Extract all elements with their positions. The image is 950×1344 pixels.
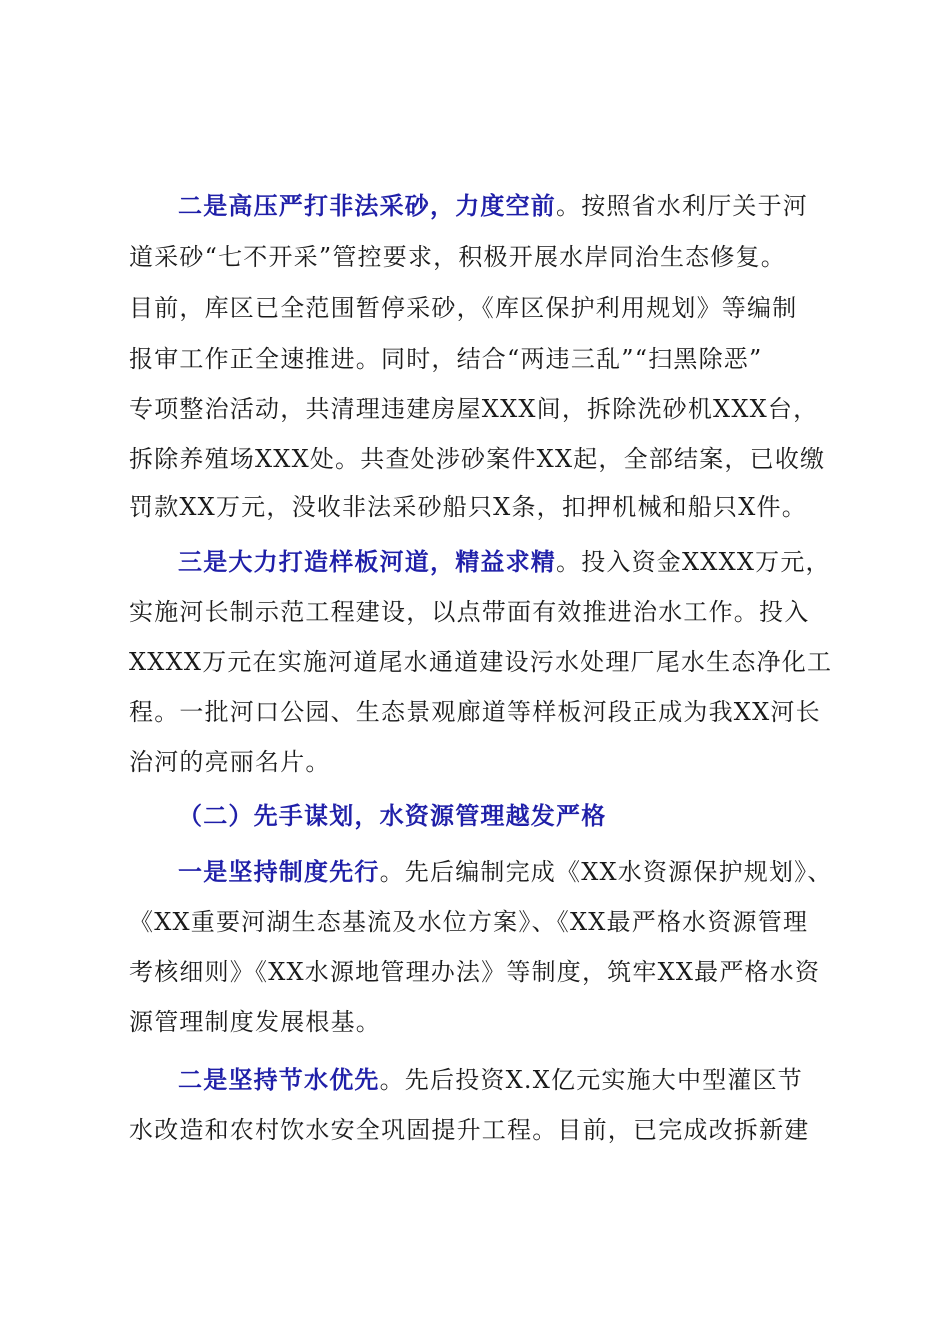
paragraph-1-line: 报审工作正全速推进。同时，结合“两违三乱”“扫黑除恶” — [129, 345, 763, 373]
paragraph-3-first-rest: 。先后编制完成《XX水资源保护规划》、 — [379, 858, 833, 886]
paragraph-1-first-line — [178, 189, 808, 223]
paragraph-1-lead: 二是高压严打非法采砂，力度空前 — [178, 191, 556, 220]
paragraph-2-line: 实施河长制示范工程建设，以点带面有效推进治水工作。投入 — [129, 598, 810, 626]
paragraph-2-line: 程。一批河口公园、生态景观廊道等样板河段正成为我XX河长 — [129, 698, 821, 726]
paragraph-1-line: 拆除养殖场XXX处。共查处涉砂案件XX起，全部结案，已收缴 — [129, 445, 826, 473]
paragraph-1-line: 罚款XX万元，没收非法采砂船只X条，扣押机械和船只X件。 — [129, 493, 807, 521]
paragraph-4-first-line — [178, 1063, 803, 1097]
paragraph-3-line: 考核细则》《XX水源地管理办法》等制度，筑牢XX最严格水资 — [129, 958, 821, 986]
paragraph-1-line: 专项整治活动，共清理违建房屋XXX间，拆除洗砂机XXX台， — [129, 395, 819, 423]
paragraph-2-line: XXXX万元在实施河道尾水通道建设污水处理厂尾水生态净化工 — [129, 648, 833, 676]
paragraph-3-line: 《XX重要河湖生态基流及水位方案》、《XX最严格水资源管理 — [129, 908, 809, 936]
paragraph-2-first-rest: 。投入资金XXXX万元， — [556, 548, 831, 576]
paragraph-1-first-rest: 。按照省水利厅关于河 — [556, 192, 808, 220]
paragraph-2-line: 治河的亮丽名片。 — [129, 748, 331, 776]
paragraph-3-line: 源管理制度发展根基。 — [129, 1008, 381, 1036]
paragraph-3-lead: 一是坚持制度先行 — [178, 857, 380, 886]
paragraph-4-first-rest: 。先后投资X.X亿元实施大中型灌区节 — [379, 1066, 804, 1094]
section-heading: （二）先手谋划，水资源管理越发严格 — [178, 801, 607, 830]
paragraph-4-lead: 二是坚持节水优先 — [178, 1065, 380, 1094]
paragraph-2-lead: 三是大力打造样板河道，精益求精 — [178, 547, 556, 576]
paragraph-1-line: 道采砂“七不开采”管控要求，积极开展水岸同治生态修复。 — [129, 243, 786, 271]
paragraph-2-first-line — [178, 545, 831, 579]
paragraph-4-line: 水改造和农村饮水安全巩固提升工程。目前，已完成改拆新建 — [129, 1116, 810, 1144]
paragraph-1-line: 目前，库区已全范围暂停采砂，《库区保护利用规划》等编制 — [129, 294, 798, 322]
paragraph-3-first-line — [178, 855, 833, 889]
